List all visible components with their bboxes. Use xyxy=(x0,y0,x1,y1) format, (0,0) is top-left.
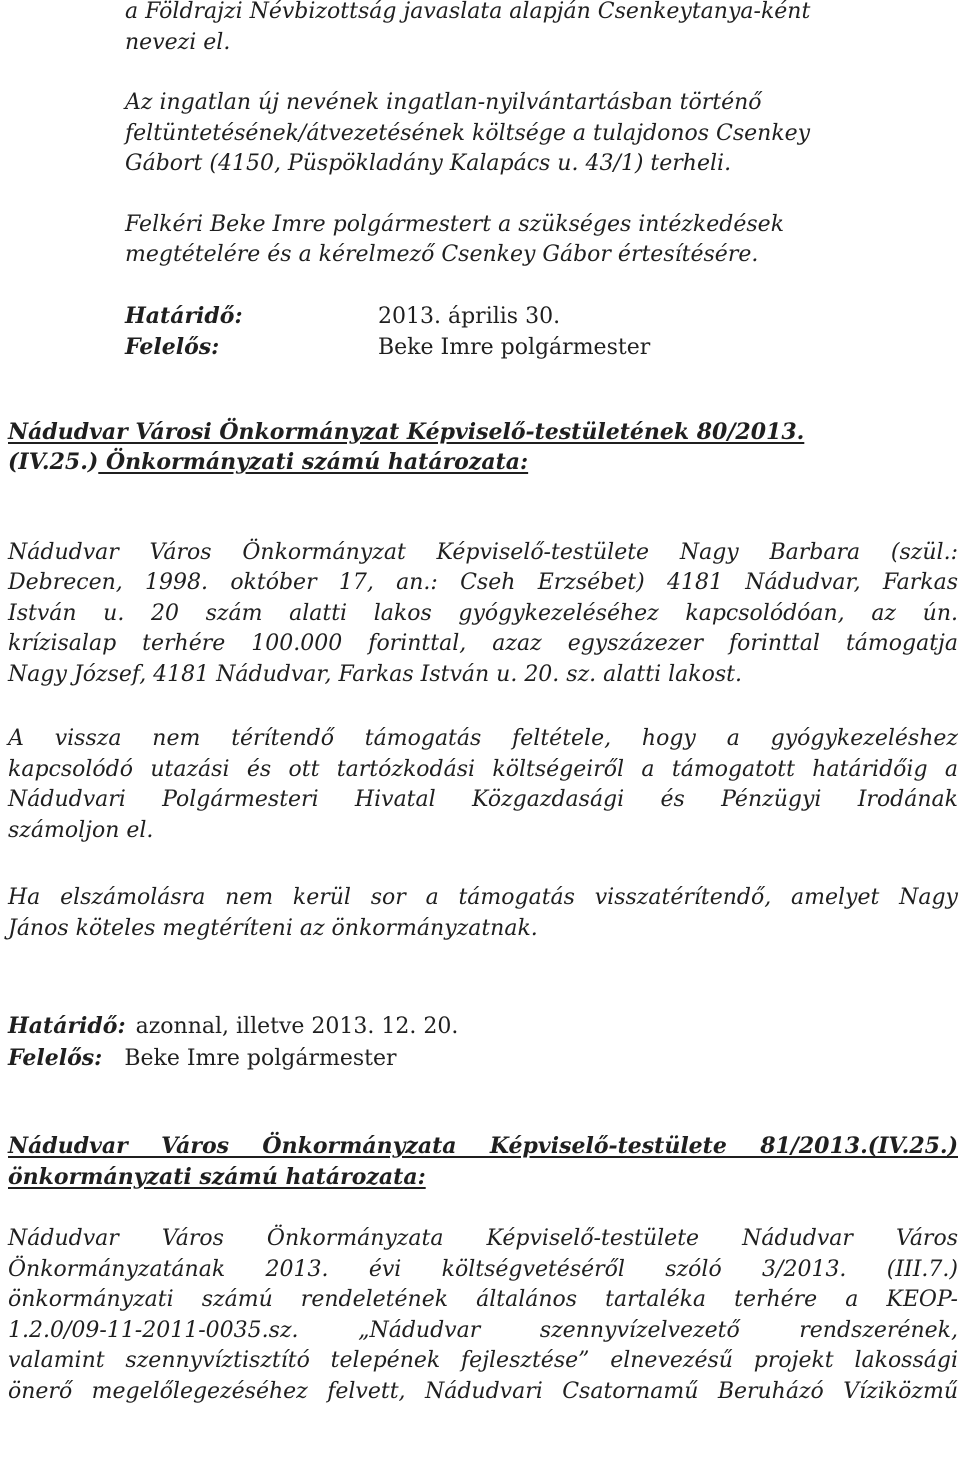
text-line: Ha elszámolásra nem kerül sor a támogatás visszatérítendő, amelyet Nagy xyxy=(8,885,958,910)
text-line: Önkormányzatának 2013. évi költségvetéséről szóló 3/2013. (III.7.) xyxy=(8,1256,958,1282)
paragraph-request xyxy=(125,210,935,271)
deadline-value: azonnal, illetve 2013. 12. 20. xyxy=(135,1014,459,1039)
heading-line: Nádudvar Város Önkormányzata Képviselő-testülete 81/2013.(IV.25.) xyxy=(8,1133,958,1159)
paragraph-cost xyxy=(125,88,935,180)
text-line: Felkéri Beke Imre polgármestert a szükséges intézkedések xyxy=(125,211,785,237)
heading-line: önkormányzati számú határozata: xyxy=(8,1163,426,1190)
document-page xyxy=(8,0,958,1407)
responsible-label: Felelős: xyxy=(8,1044,103,1071)
text-line: Debrecen, 1998. október 17, an.: Cseh Erzsébet) 4181 Nádudvar, Farkas xyxy=(8,570,958,595)
previous-resolution-block xyxy=(125,0,935,364)
text-line: Nádudvar Város Önkormányzat Képviselő-testülete Nagy Barbara (szül.: xyxy=(8,539,958,565)
responsible-row xyxy=(125,332,935,364)
text-line: Nagy József, 4181 Nádudvar, Farkas István u. 20. sz. alatti lakost. xyxy=(8,661,742,687)
text-line: A vissza nem térítendő támogatás feltétele, hogy a gyógykezeléshez xyxy=(8,726,958,751)
heading-line: Nádudvar Városi Önkormányzat Képviselő-testületének 80/2013. xyxy=(8,418,805,445)
deadline-label: Határidő: xyxy=(125,302,243,329)
text-line: önerő megelőlegezéséhez felvett, Nádudvari Csatornamű Beruházó Víziközmű xyxy=(8,1378,958,1404)
deadline-row xyxy=(8,1011,958,1043)
text-line: a Földrajzi Névbizottság javaslata alapján Csenkeytanya-ként xyxy=(125,0,811,24)
text-line: Nádudvar Város Önkormányzata Képviselő-testülete Nádudvar Város xyxy=(8,1226,958,1251)
resolution-80-refund xyxy=(8,883,958,944)
resolution-81-heading xyxy=(8,1131,958,1192)
responsible-row xyxy=(8,1043,958,1075)
text-line: számoljon el. xyxy=(8,817,154,843)
resolution-80-heading xyxy=(8,417,958,479)
resolution-81-body xyxy=(8,1224,958,1407)
text-line: kapcsolódó utazási és ott tartózkodási költségeiről a támogatott határidőig a xyxy=(8,756,958,782)
text-line: megtételére és a kérelmező Csenkey Gábor értesítésére. xyxy=(125,242,759,267)
deadline-row xyxy=(125,301,935,333)
text-line: János köteles megtéríteni az önkormányzatnak. xyxy=(8,915,538,941)
text-line: önkormányzati számú rendeletének általános tartaléka terhére a KEOP- xyxy=(8,1287,958,1312)
responsible-label: Felelős: xyxy=(125,334,220,360)
deadline-label: Határidő: xyxy=(8,1013,126,1039)
heading-title: Önkormányzati számú határozata: xyxy=(98,449,529,475)
deadline-value: 2013. április 30. xyxy=(378,303,561,329)
text-line: István u. 20 szám alatti lakos gyógykezeléséhez kapcsolódóan, az ún. xyxy=(8,600,958,626)
heading-date: (IV.25.) xyxy=(8,449,99,475)
text-line: Gábort (4150, Püspökladány Kalapács u. 43/1) terheli. xyxy=(125,151,732,176)
resolution-80-footer xyxy=(8,1011,958,1074)
text-line: nevezi el. xyxy=(125,29,231,55)
text-line: Nádudvari Polgármesteri Hivatal Közgazdasági és Pénzügyi Irodának xyxy=(8,787,958,812)
heading-line xyxy=(8,447,958,479)
responsible-value: Beke Imre polgármester xyxy=(124,1045,397,1071)
text-line: feltüntetésének/átvezetésének költsége a tulajdonos Csenkey xyxy=(125,120,811,146)
text-line: Az ingatlan új nevének ingatlan-nyilvántartásban történő xyxy=(125,90,762,115)
text-line: 1.2.0/09-11-2011-0035.sz. „Nádudvar szennyvízelvezető rendszerének, xyxy=(8,1317,958,1343)
responsible-value: Beke Imre polgármester xyxy=(378,335,651,360)
text-line: krízisalap terhére 100.000 forinttal, azaz egyszázezer forinttal támogatja xyxy=(8,631,958,656)
text-line: valamint szennyvíztisztító telepének fejlesztése” elnevezésű projekt lakossági xyxy=(8,1348,958,1373)
resolution-80-body xyxy=(8,538,958,691)
resolution-80-condition xyxy=(8,724,958,846)
